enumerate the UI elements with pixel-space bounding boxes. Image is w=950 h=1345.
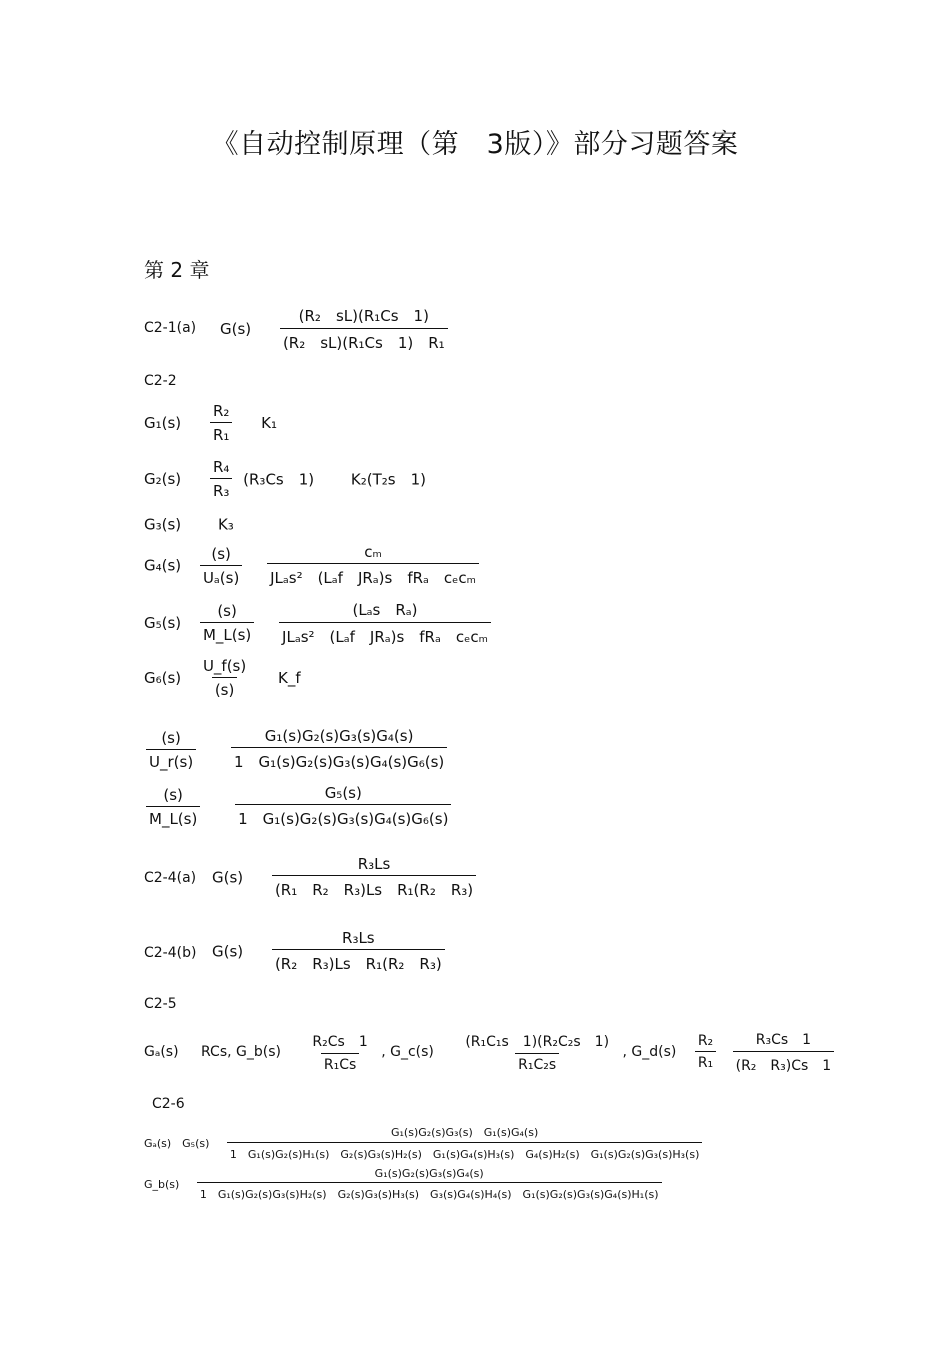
c2-5-gb-fraction <box>309 1031 370 1073</box>
g4-lhs: G₄(s) <box>144 556 182 575</box>
c2-5-gc: , G_c(s) <box>381 1044 434 1060</box>
c2-5-gb-numerator: R₂Cs 1 <box>312 1034 368 1050</box>
transfer-ml-equation <box>140 784 457 829</box>
g3-equation <box>144 515 234 534</box>
c2-5-gd-fraction-2 <box>733 1029 835 1075</box>
g4-denominator-2: JLₐs² (Lₐf JRₐ)s fRₐ cₑcₘ <box>267 563 479 588</box>
c2-5-gd-denominator-2: (R₂ R₃)Cs 1 <box>733 1051 835 1075</box>
g6-fraction <box>200 657 249 699</box>
c2-6-gb-equation <box>144 1167 668 1202</box>
g5-fraction-1 <box>200 602 254 644</box>
transfer-ur-fraction-2 <box>231 727 447 772</box>
c2-5-gd-fraction-1 <box>695 1033 716 1071</box>
c2-4a-fraction <box>272 855 476 900</box>
c2-6-gb-numerator: G₁(s)G₂(s)G₃(s)G₄(s) <box>374 1167 484 1180</box>
g1-denominator: R₁ <box>210 422 232 444</box>
g1-rhs: K₁ <box>261 414 278 432</box>
c2-4a-equation <box>212 855 482 900</box>
c2-4b-label: C2-4(b) <box>144 945 197 961</box>
c2-1a-equation <box>220 305 454 353</box>
c2-4a-lhs: G(s) <box>212 868 244 887</box>
transfer-ml-numerator-2: G₅(s) <box>324 784 362 802</box>
transfer-ml-denominator-2: 1 G₁(s)G₂(s)G₃(s)G₄(s)G₆(s) <box>235 804 451 829</box>
g5-fraction-2 <box>279 599 491 647</box>
c2-5-label: C2-5 <box>144 996 177 1012</box>
g3-rhs: K₃ <box>217 515 234 534</box>
g5-denominator-2: JLₐs² (Lₐf JRₐ)s fRₐ cₑcₘ <box>279 622 491 647</box>
transfer-ur-fraction-1 <box>146 729 196 771</box>
g5-equation <box>144 599 497 647</box>
transfer-ur-denominator-2: 1 G₁(s)G₂(s)G₃(s)G₄(s)G₆(s) <box>231 747 447 772</box>
c2-5-gd-numerator-2: R₃Cs 1 <box>755 1032 812 1048</box>
c2-5-equation <box>144 1029 840 1075</box>
c2-4a-denominator: (R₁ R₂ R₃)Ls R₁(R₂ R₃) <box>272 875 476 900</box>
c2-6-ga-equation <box>144 1124 708 1162</box>
g5-numerator-2: (Lₐs Rₐ) <box>352 601 418 619</box>
g2-lhs: G₂(s) <box>144 470 182 488</box>
c2-2-label: C2-2 <box>144 373 177 389</box>
c2-6-gb-lhs: G_b(s) <box>144 1178 180 1191</box>
g4-equation <box>144 543 485 588</box>
c2-4b-denominator: (R₂ R₃)Ls R₁(R₂ R₃) <box>272 949 445 974</box>
g4-numerator-2: cₘ <box>364 543 382 561</box>
g6-equation <box>144 657 301 699</box>
g5-numerator-1: (s) <box>217 602 237 620</box>
chapter-heading: 第 2 章 <box>144 258 210 282</box>
transfer-ur-equation <box>140 727 453 772</box>
c2-6-ga-denominator: 1 G₁(s)G₂(s)H₁(s) G₂(s)G₃(s)H₂(s) G₁(s)G₄(s)H₃(s) G₄(s)H₂(s) G₁(s)G₂(s)G₃(s)H₃(s) <box>227 1142 702 1162</box>
transfer-ml-numerator-1: (s) <box>163 785 183 804</box>
c2-4b-numerator: R₃Ls <box>342 929 375 947</box>
c2-5-ga-value: RCs, G_b(s) <box>201 1044 281 1060</box>
transfer-ur-numerator-2: G₁(s)G₂(s)G₃(s)G₄(s) <box>264 727 414 745</box>
g2-fraction <box>210 458 232 500</box>
c2-5-ga: Gₐ(s) <box>144 1044 179 1060</box>
c2-1a-lhs: G(s) <box>220 320 252 338</box>
c2-6-gb-denominator: 1 G₁(s)G₂(s)G₃(s)H₂(s) G₂(s)G₃(s)H₃(s) G₃(s)G₄(s)H₄(s) G₁(s)G₂(s)G₃(s)G₄(s)H₁(s) <box>197 1182 662 1202</box>
g2-denominator: R₃ <box>210 478 232 500</box>
g2-rhs: K₂(T₂s 1) <box>350 470 427 489</box>
g2-numerator: R₄ <box>212 458 230 476</box>
g6-rhs: K_f <box>278 669 301 687</box>
g1-numerator: R₂ <box>212 402 230 420</box>
transfer-ur-numerator-1: (s) <box>161 728 181 747</box>
c2-1a-label: C2-1(a) <box>144 320 197 336</box>
g6-numerator: U_f(s) <box>202 657 247 675</box>
c2-6-gb-fraction <box>197 1167 662 1202</box>
g5-denominator-1: M_L(s) <box>200 622 254 644</box>
c2-5-gd: , G_d(s) <box>622 1044 677 1060</box>
g5-lhs: G₅(s) <box>144 614 182 632</box>
c2-6-ga-numerator: G₁(s)G₂(s)G₃(s) G₁(s)G₄(s) <box>391 1126 539 1139</box>
g1-equation <box>144 402 277 444</box>
c2-6-ga-fraction <box>227 1124 702 1162</box>
c2-5-gc-fraction <box>462 1031 612 1073</box>
g6-denominator: (s) <box>212 677 238 699</box>
c2-5-gc-numerator: (R₁C₁s 1)(R₂C₂s 1) <box>465 1034 610 1050</box>
transfer-ml-fraction-1 <box>146 786 200 828</box>
c2-1a-numerator: (R₂ sL)(R₁Cs 1) <box>298 307 429 325</box>
c2-1a-fraction <box>280 305 448 353</box>
g4-numerator-1: (s) <box>211 544 231 563</box>
c2-6-ga-lhs: Gₐ(s) G₅(s) <box>144 1137 210 1150</box>
g4-denominator-1: Uₐ(s) <box>200 565 242 587</box>
c2-5-gd-numerator-1: R₂ <box>697 1033 714 1049</box>
c2-1a-denominator: (R₂ sL)(R₁Cs 1) R₁ <box>280 328 448 353</box>
g6-lhs: G₆(s) <box>144 669 182 687</box>
c2-5-gb-denominator: R₁Cs <box>321 1053 359 1073</box>
g4-fraction-1 <box>200 545 242 587</box>
transfer-ml-fraction-2 <box>235 784 451 829</box>
page-title: 《自动控制原理（第 3版）》部分习题答案 <box>211 129 739 160</box>
c2-5-gc-denominator: R₁C₂s <box>515 1053 559 1073</box>
g1-fraction <box>210 402 232 444</box>
c2-4b-lhs: G(s) <box>212 942 244 961</box>
transfer-ml-denominator-1: M_L(s) <box>146 806 200 828</box>
c2-5-gd-denominator-1: R₁ <box>695 1051 716 1071</box>
c2-6-label: C2-6 <box>152 1096 185 1112</box>
g2-factor: (R₃Cs 1) <box>243 470 315 489</box>
c2-4a-label: C2-4(a) <box>144 870 197 886</box>
g4-fraction-2 <box>267 543 479 588</box>
g3-lhs: G₃(s) <box>144 515 182 534</box>
g1-lhs: G₁(s) <box>144 414 182 432</box>
transfer-ur-denominator-1: U_r(s) <box>146 749 196 771</box>
c2-4b-fraction <box>272 929 445 974</box>
c2-4a-numerator: R₃Ls <box>357 855 391 873</box>
c2-4b-equation <box>212 929 451 974</box>
g2-equation <box>144 458 426 500</box>
